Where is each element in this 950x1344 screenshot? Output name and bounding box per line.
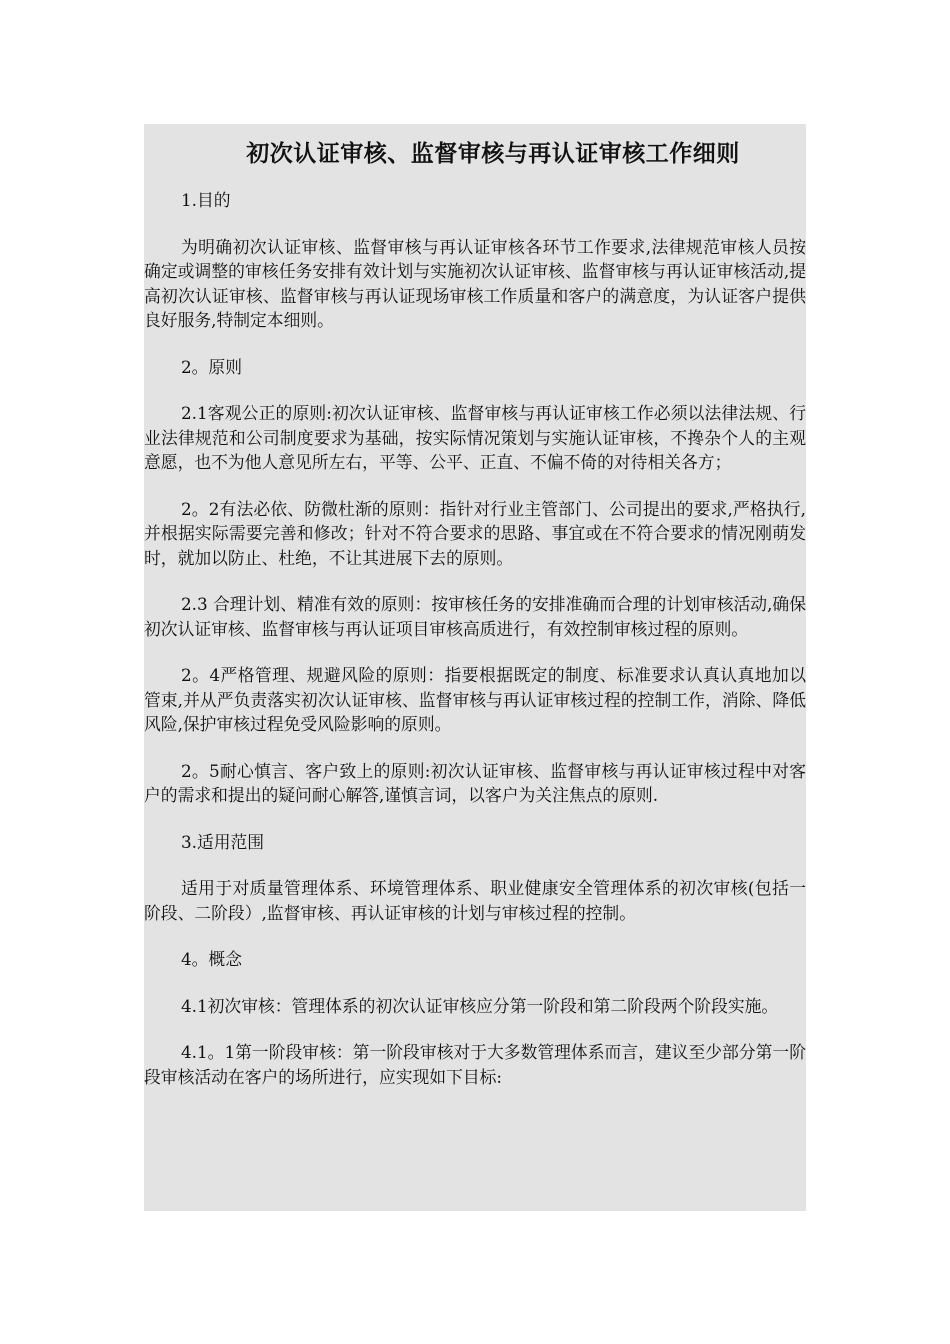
paragraph-concept-4-1: 4.1初次审核：管理体系的初次认证审核应分第一阶段和第二阶段两个阶段实施。	[180, 995, 779, 1016]
section-heading-scope: 3.适用范围	[180, 831, 265, 852]
paragraph-principle-2-3: 2.3 合理计划、精准有效的原则：按审核任务的安排准确而合理的计划审核活动,确保初次认证审核、监督审核与再认证项目审核高质进行，有效控制审核过程的原则。	[144, 594, 806, 639]
document-title: 初次认证审核、监督审核与再认证审核工作细则	[246, 140, 740, 167]
paragraph-concept-4-1-1: 4.1。1第一阶段审核：第一阶段审核对于大多数管理体系而言，建议至少部分第一阶段审核活动在客户的场所进行，应实现如下目标:	[144, 1042, 806, 1087]
paragraph-principle-2-5: 2。5耐心慎言、客户致上的原则:初次认证审核、监督审核与再认证审核过程中对客户的需求和提出的疑问耐心解答,谨慎言词，以客户为关注焦点的原则.	[144, 760, 806, 805]
document-body	[144, 188, 806, 1089]
section-heading-concepts: 4。概念	[180, 949, 242, 969]
paragraph-principle-2-1: 2.1客观公正的原则:初次认证审核、监督审核与再认证审核工作必须以法律法规、行业法律规范和公司制度要求为基础，按实际情况策划与实施认证审核，不搀杂个人的主观意愿，也不为他人意见所左右，平等、公平、正直、不偏不倚的对待相关各方；	[144, 403, 806, 472]
paragraph-principle-2-2: 2。2有法必依、防微杜渐的原则：指针对行业主管部门、公司提出的要求,严格执行,并根据实际需要完善和修改；针对不符合要求的思路、事宜或在不符合要求的情况刚萌发时，就加以防止、杜绝，不让其进展下去的原则。	[144, 498, 806, 568]
paragraph-scope: 适用于对质量管理体系、环境管理体系、职业健康安全管理体系的初次审核(包括一阶段、二阶段）,监督审核、再认证审核的计划与审核过程的控制。	[144, 878, 806, 923]
paragraph-purpose: 为明确初次认证审核、监督审核与再认证审核各环节工作要求,法律规范审核人员按确定或调整的审核任务安排有效计划与实施初次认证审核、监督审核与再认证审核活动,提高初次认证审核、监督审核与再认证现场审核工作质量和客户的满意度，为认证客户提供良好服务,特制定本细则。	[144, 236, 806, 330]
section-heading-principles: 2。原则	[180, 356, 242, 377]
paragraph-principle-2-4: 2。4严格管理、规避风险的原则：指要根据既定的制度、标准要求认真认真地加以管束,并从严负责落实初次认证审核、监督审核与再认证审核过程的控制工作，消除、降低风险,保护审核过程免受风险影响的原则。	[144, 665, 806, 734]
section-heading-purpose: 1.目的	[180, 190, 231, 210]
document-page	[144, 124, 806, 1211]
